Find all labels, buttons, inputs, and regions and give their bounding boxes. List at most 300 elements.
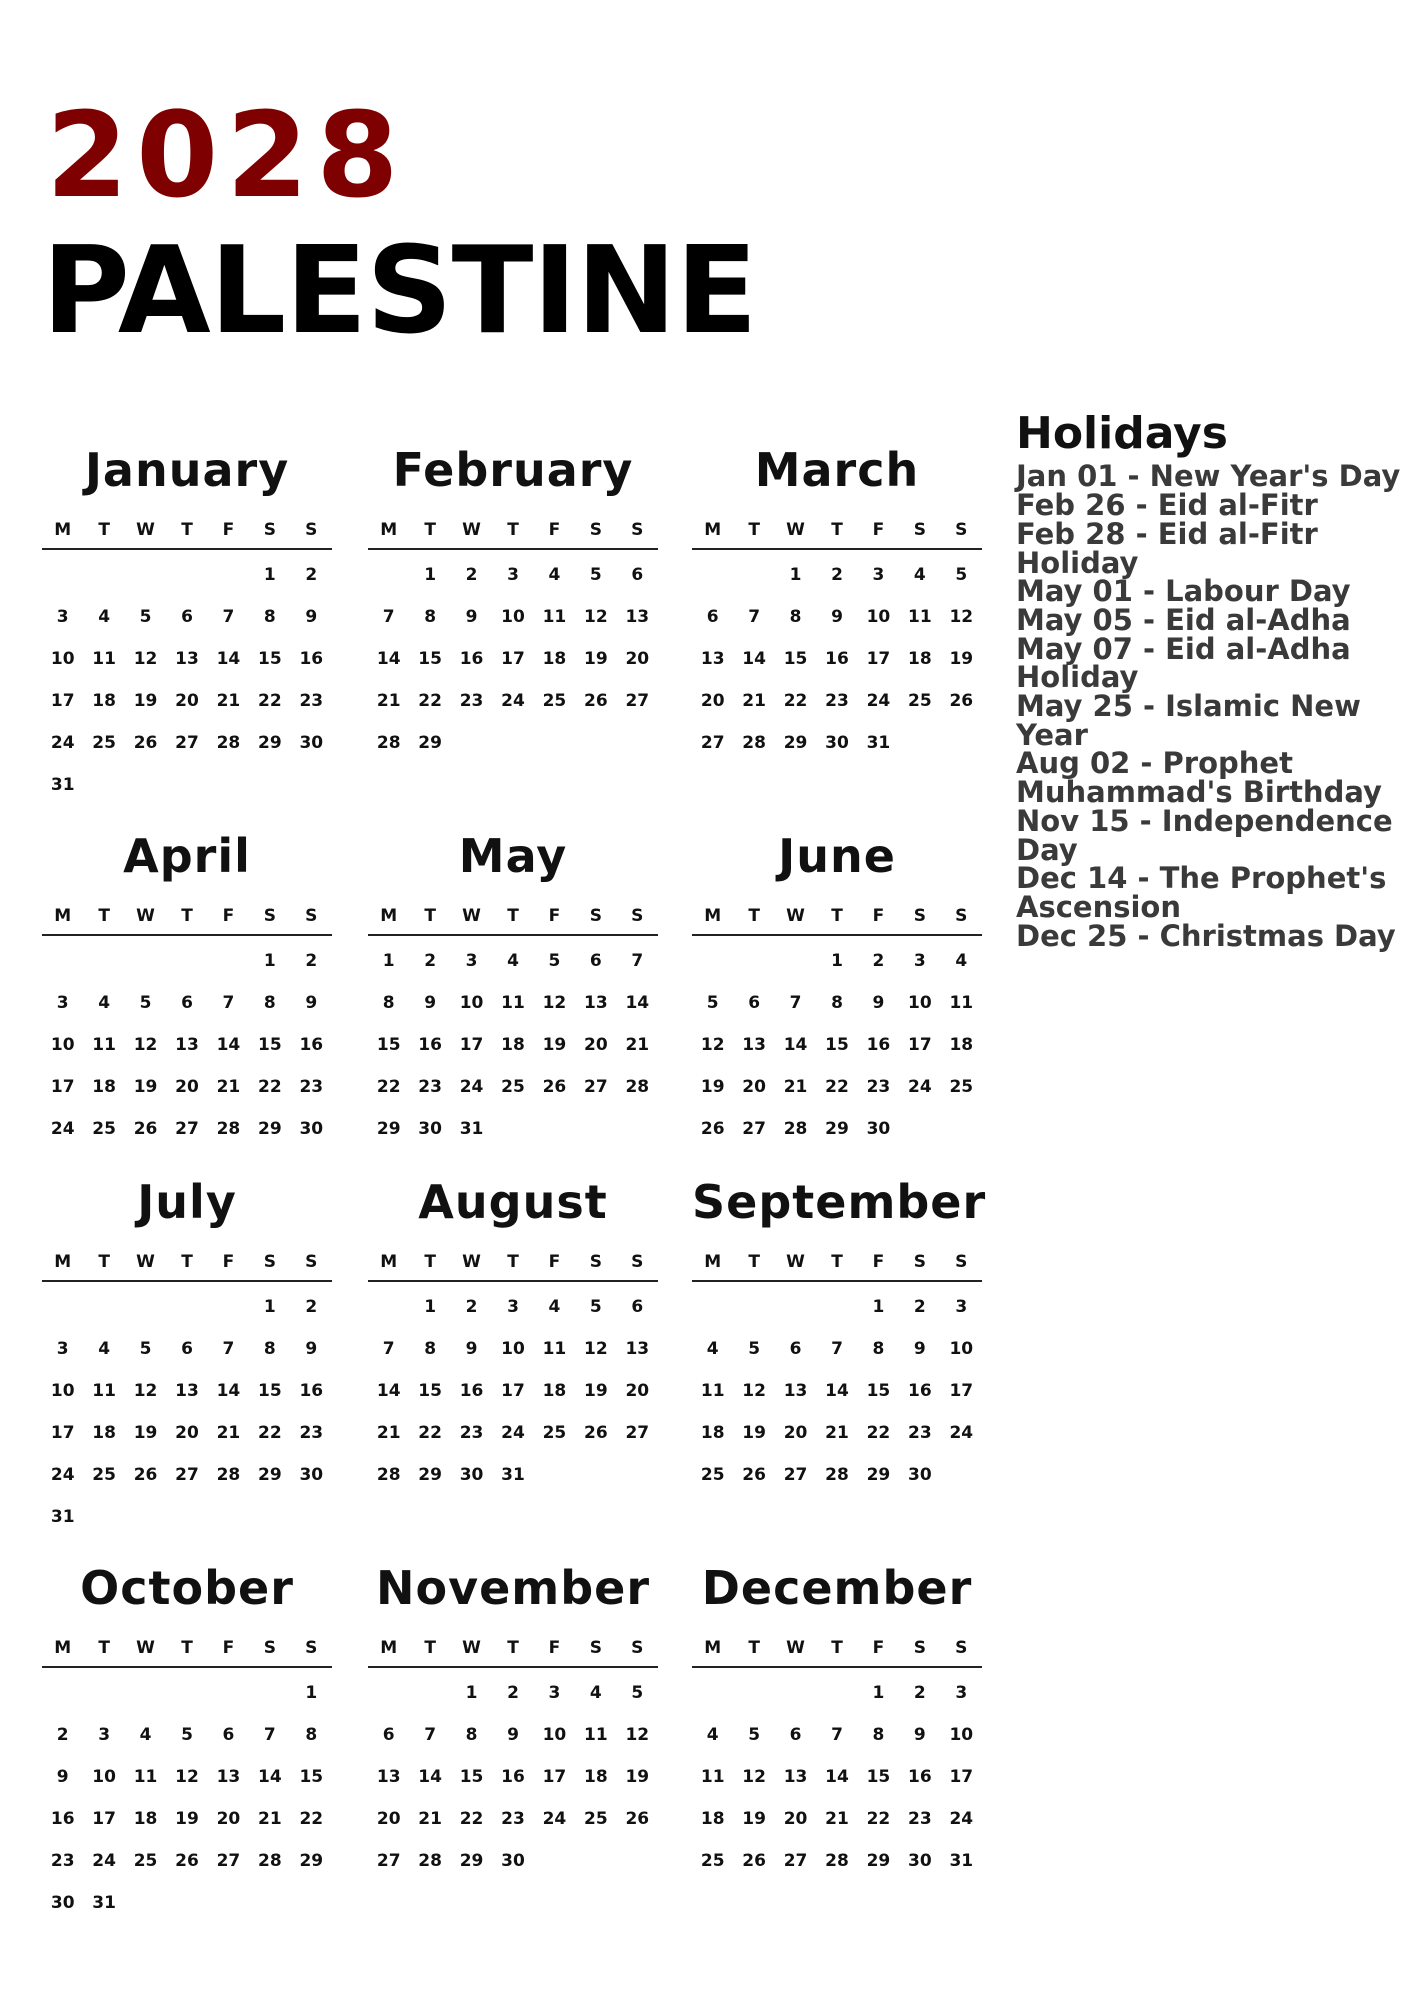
day-cell: 27 bbox=[625, 691, 650, 711]
day-cell: 24 bbox=[50, 733, 75, 753]
day-cell: 30 bbox=[908, 1851, 932, 1871]
day-cell: 6 bbox=[222, 1725, 235, 1745]
day-cell: 6 bbox=[631, 565, 644, 585]
days-grid bbox=[42, 1286, 332, 1538]
weekday-header: W bbox=[462, 1252, 481, 1272]
day-cell: 17 bbox=[501, 1381, 525, 1401]
day-cell: 16 bbox=[50, 1809, 75, 1829]
day-cell: 4 bbox=[548, 565, 561, 585]
day-cell: 21 bbox=[418, 1809, 442, 1829]
day-cell: 15 bbox=[258, 649, 282, 669]
holiday-item: Dec 25 - Christmas Day bbox=[1016, 918, 1396, 953]
weekday-header: S bbox=[305, 1252, 318, 1272]
month-name: July bbox=[137, 1175, 237, 1229]
empty-cell bbox=[42, 940, 83, 982]
day-cell: 6 bbox=[706, 607, 719, 627]
day-cell: 14 bbox=[742, 649, 766, 669]
day-cell: 7 bbox=[748, 607, 761, 627]
day-cell: 3 bbox=[507, 565, 519, 585]
day-cell: 23 bbox=[501, 1809, 525, 1829]
day-cell: 6 bbox=[181, 607, 193, 627]
day-cell: 2 bbox=[424, 951, 437, 971]
weekday-header-row bbox=[692, 1252, 982, 1282]
day-cell: 18 bbox=[133, 1809, 158, 1829]
day-cell: 23 bbox=[459, 1423, 484, 1443]
weekday-header: M bbox=[54, 1252, 72, 1272]
day-cell: 11 bbox=[92, 1381, 116, 1401]
day-cell: 30 bbox=[299, 1465, 324, 1485]
day-cell: 17 bbox=[50, 691, 75, 711]
day-cell: 9 bbox=[56, 1767, 69, 1787]
day-cell: 20 bbox=[216, 1809, 241, 1829]
day-cell: 14 bbox=[376, 1381, 401, 1401]
month-august bbox=[368, 1172, 658, 1496]
day-cell: 10 bbox=[949, 1725, 974, 1745]
weekday-header: W bbox=[462, 520, 481, 540]
holiday-item: May 25 - Islamic New Year bbox=[1016, 689, 1361, 752]
day-cell: 25 bbox=[542, 691, 567, 711]
weekday-header: T bbox=[748, 906, 760, 926]
day-cell: 29 bbox=[783, 733, 808, 753]
day-cell: 9 bbox=[913, 1725, 926, 1745]
day-cell: 20 bbox=[783, 1809, 808, 1829]
day-cell: 17 bbox=[908, 1035, 932, 1055]
day-cell: 15 bbox=[376, 1035, 401, 1055]
day-cell: 22 bbox=[418, 1423, 442, 1443]
day-cell: 8 bbox=[872, 1725, 885, 1745]
day-cell: 24 bbox=[501, 691, 525, 711]
day-cell: 21 bbox=[258, 1809, 282, 1829]
days-grid bbox=[692, 940, 982, 1150]
day-cell: 29 bbox=[459, 1851, 484, 1871]
day-cell: 2 bbox=[305, 565, 318, 585]
day-cell: 29 bbox=[258, 1465, 282, 1485]
day-cell: 24 bbox=[92, 1851, 116, 1871]
day-cell: 28 bbox=[376, 1465, 401, 1485]
day-cell: 20 bbox=[175, 1077, 199, 1097]
day-cell: 4 bbox=[913, 565, 926, 585]
day-cell: 1 bbox=[424, 1297, 437, 1317]
day-cell: 13 bbox=[742, 1035, 766, 1055]
day-cell: 12 bbox=[175, 1767, 199, 1787]
day-cell: 24 bbox=[949, 1423, 974, 1443]
month-february bbox=[368, 440, 658, 764]
day-cell: 27 bbox=[742, 1119, 766, 1139]
weekday-header: S bbox=[305, 520, 318, 540]
weekday-header: T bbox=[507, 906, 519, 926]
day-cell: 20 bbox=[742, 1077, 766, 1097]
day-cell: 10 bbox=[501, 1339, 525, 1359]
day-cell: 13 bbox=[175, 1035, 199, 1055]
day-cell: 12 bbox=[700, 1035, 725, 1055]
weekday-header: W bbox=[462, 1638, 481, 1658]
day-cell: 11 bbox=[542, 607, 567, 627]
day-cell: 14 bbox=[825, 1767, 849, 1787]
day-cell: 26 bbox=[742, 1851, 766, 1871]
month-name: October bbox=[80, 1561, 294, 1615]
day-cell: 14 bbox=[825, 1381, 849, 1401]
holiday-list bbox=[1016, 459, 1406, 953]
weekday-header: S bbox=[263, 1638, 276, 1658]
day-cell: 7 bbox=[382, 607, 395, 627]
day-cell: 1 bbox=[424, 565, 437, 585]
weekday-header: M bbox=[380, 520, 398, 540]
day-cell: 25 bbox=[92, 1465, 116, 1485]
empty-cell bbox=[816, 1672, 857, 1714]
day-cell: 2 bbox=[872, 951, 885, 971]
day-cell: 18 bbox=[542, 649, 567, 669]
day-cell: 29 bbox=[418, 733, 442, 753]
day-cell: 16 bbox=[866, 1035, 891, 1055]
day-cell: 19 bbox=[133, 1077, 158, 1097]
weekday-header: S bbox=[955, 520, 968, 540]
day-cell: 3 bbox=[955, 1683, 968, 1703]
day-cell: 1 bbox=[263, 951, 276, 971]
weekday-header-row bbox=[368, 1252, 658, 1282]
day-cell: 2 bbox=[305, 951, 318, 971]
day-cell: 31 bbox=[50, 775, 75, 795]
days-grid bbox=[692, 554, 982, 764]
weekday-header: W bbox=[136, 520, 155, 540]
empty-cell bbox=[208, 554, 249, 596]
day-cell: 26 bbox=[133, 1465, 158, 1485]
weekday-header: F bbox=[872, 520, 885, 540]
day-cell: 27 bbox=[700, 733, 725, 753]
day-cell: 11 bbox=[92, 1035, 116, 1055]
day-cell: 10 bbox=[866, 607, 891, 627]
day-cell: 17 bbox=[92, 1809, 116, 1829]
day-cell: 6 bbox=[748, 993, 761, 1013]
day-cell: 9 bbox=[305, 1339, 318, 1359]
day-cell: 20 bbox=[625, 1381, 650, 1401]
day-cell: 27 bbox=[783, 1465, 808, 1485]
day-cell: 25 bbox=[700, 1851, 725, 1871]
day-cell: 10 bbox=[949, 1339, 974, 1359]
day-cell: 5 bbox=[139, 993, 152, 1013]
day-cell: 13 bbox=[216, 1767, 241, 1787]
day-cell: 26 bbox=[700, 1119, 725, 1139]
day-cell: 18 bbox=[949, 1035, 974, 1055]
day-cell: 6 bbox=[181, 1339, 193, 1359]
empty-cell bbox=[83, 1672, 124, 1714]
day-cell: 13 bbox=[376, 1767, 401, 1787]
day-cell: 8 bbox=[305, 1725, 318, 1745]
weekday-header: W bbox=[462, 906, 481, 926]
day-cell: 8 bbox=[263, 993, 276, 1013]
day-cell: 24 bbox=[542, 1809, 567, 1829]
day-cell: 17 bbox=[949, 1767, 974, 1787]
day-cell: 25 bbox=[584, 1809, 608, 1829]
weekday-header: W bbox=[136, 1638, 155, 1658]
day-cell: 25 bbox=[92, 733, 116, 753]
days-grid bbox=[42, 1672, 332, 1924]
day-cell: 16 bbox=[299, 649, 324, 669]
weekday-header: F bbox=[548, 906, 561, 926]
empty-cell bbox=[166, 940, 207, 982]
day-cell: 20 bbox=[584, 1035, 608, 1055]
weekday-header: W bbox=[136, 1252, 155, 1272]
day-cell: 9 bbox=[465, 607, 478, 627]
empty-cell bbox=[692, 1672, 733, 1714]
day-cell: 2 bbox=[56, 1725, 69, 1745]
day-cell: 22 bbox=[783, 691, 808, 711]
day-cell: 8 bbox=[424, 607, 437, 627]
day-cell: 21 bbox=[216, 1423, 241, 1443]
day-cell: 16 bbox=[299, 1035, 324, 1055]
day-cell: 2 bbox=[465, 1297, 478, 1317]
day-cell: 19 bbox=[584, 649, 608, 669]
day-cell: 30 bbox=[825, 733, 849, 753]
day-cell: 3 bbox=[548, 1683, 561, 1703]
day-cell: 24 bbox=[459, 1077, 484, 1097]
day-cell: 28 bbox=[216, 1465, 241, 1485]
day-cell: 5 bbox=[589, 565, 602, 585]
day-cell: 2 bbox=[465, 565, 478, 585]
weekday-header: W bbox=[136, 906, 155, 926]
day-cell: 11 bbox=[584, 1725, 608, 1745]
day-cell: 7 bbox=[424, 1725, 437, 1745]
empty-cell bbox=[125, 940, 166, 982]
empty-cell bbox=[249, 1672, 290, 1714]
weekday-header: S bbox=[913, 1252, 926, 1272]
day-cell: 27 bbox=[175, 733, 199, 753]
weekday-header: F bbox=[222, 1252, 235, 1272]
day-cell: 9 bbox=[872, 993, 885, 1013]
day-cell: 15 bbox=[418, 1381, 442, 1401]
day-cell: 9 bbox=[913, 1339, 926, 1359]
day-cell: 8 bbox=[424, 1339, 437, 1359]
day-cell: 16 bbox=[825, 649, 849, 669]
day-cell: 17 bbox=[501, 649, 525, 669]
day-cell: 2 bbox=[913, 1683, 926, 1703]
day-cell: 29 bbox=[258, 733, 282, 753]
day-cell: 3 bbox=[56, 607, 69, 627]
weekday-header: S bbox=[631, 520, 644, 540]
day-cell: 26 bbox=[584, 1423, 608, 1443]
day-cell: 15 bbox=[459, 1767, 484, 1787]
day-cell: 20 bbox=[175, 691, 199, 711]
day-cell: 26 bbox=[133, 1119, 158, 1139]
day-cell: 18 bbox=[92, 691, 116, 711]
day-cell: 10 bbox=[542, 1725, 567, 1745]
weekday-header: T bbox=[424, 1252, 436, 1272]
day-cell: 21 bbox=[376, 691, 401, 711]
weekday-header: F bbox=[548, 1252, 561, 1272]
day-cell: 27 bbox=[175, 1119, 199, 1139]
day-cell: 22 bbox=[299, 1809, 324, 1829]
day-cell: 12 bbox=[542, 993, 567, 1013]
empty-cell bbox=[692, 1286, 733, 1328]
day-cell: 20 bbox=[700, 691, 725, 711]
day-cell: 12 bbox=[949, 607, 974, 627]
day-cell: 6 bbox=[631, 1297, 644, 1317]
day-cell: 26 bbox=[625, 1809, 650, 1829]
day-cell: 18 bbox=[501, 1035, 525, 1055]
day-cell: 3 bbox=[56, 993, 69, 1013]
empty-cell bbox=[733, 940, 774, 982]
day-cell: 31 bbox=[501, 1465, 525, 1485]
day-cell: 19 bbox=[625, 1767, 650, 1787]
day-cell: 27 bbox=[783, 1851, 808, 1871]
day-cell: 15 bbox=[258, 1035, 282, 1055]
holiday-item: May 05 - Eid al-Adha bbox=[1016, 602, 1351, 637]
day-cell: 6 bbox=[382, 1725, 395, 1745]
year-title: 2028 bbox=[46, 86, 407, 224]
day-cell: 27 bbox=[216, 1851, 241, 1871]
day-cell: 7 bbox=[789, 993, 802, 1013]
day-cell: 30 bbox=[299, 733, 324, 753]
weekday-header: T bbox=[831, 1252, 843, 1272]
day-cell: 30 bbox=[459, 1465, 484, 1485]
day-cell: 20 bbox=[625, 649, 650, 669]
weekday-header: M bbox=[704, 1252, 722, 1272]
day-cell: 1 bbox=[831, 951, 843, 971]
weekday-header-row bbox=[42, 906, 332, 936]
weekday-header: W bbox=[786, 1638, 805, 1658]
day-cell: 2 bbox=[913, 1297, 926, 1317]
day-cell: 19 bbox=[584, 1381, 608, 1401]
day-cell: 14 bbox=[216, 1035, 241, 1055]
day-cell: 13 bbox=[625, 1339, 650, 1359]
day-cell: 25 bbox=[92, 1119, 116, 1139]
weekday-header-row bbox=[42, 1638, 332, 1668]
day-cell: 26 bbox=[742, 1465, 766, 1485]
month-name: September bbox=[692, 1175, 987, 1229]
day-cell: 11 bbox=[133, 1767, 158, 1787]
weekday-header: T bbox=[98, 1638, 110, 1658]
weekday-header: S bbox=[263, 906, 276, 926]
empty-cell bbox=[125, 554, 166, 596]
weekday-header: S bbox=[589, 1252, 602, 1272]
day-cell: 10 bbox=[459, 993, 484, 1013]
holidays-panel bbox=[1016, 408, 1406, 953]
day-cell: 8 bbox=[465, 1725, 478, 1745]
weekday-header: S bbox=[305, 1638, 318, 1658]
days-grid bbox=[368, 1672, 658, 1882]
day-cell: 29 bbox=[258, 1119, 282, 1139]
empty-cell bbox=[692, 554, 733, 596]
day-cell: 10 bbox=[50, 649, 75, 669]
days-grid bbox=[42, 554, 332, 806]
weekday-header: T bbox=[831, 906, 843, 926]
day-cell: 26 bbox=[949, 691, 974, 711]
month-name: February bbox=[392, 443, 634, 497]
day-cell: 19 bbox=[742, 1423, 766, 1443]
weekday-header: M bbox=[54, 906, 72, 926]
day-cell: 19 bbox=[542, 1035, 567, 1055]
days-grid bbox=[368, 554, 658, 764]
day-cell: 24 bbox=[501, 1423, 525, 1443]
day-cell: 22 bbox=[258, 691, 282, 711]
weekday-header: T bbox=[748, 1252, 760, 1272]
empty-cell bbox=[775, 1286, 816, 1328]
day-cell: 3 bbox=[955, 1297, 968, 1317]
day-cell: 17 bbox=[50, 1423, 75, 1443]
day-cell: 5 bbox=[548, 951, 561, 971]
day-cell: 18 bbox=[92, 1077, 116, 1097]
day-cell: 12 bbox=[133, 649, 158, 669]
day-cell: 4 bbox=[955, 951, 968, 971]
day-cell: 7 bbox=[222, 993, 235, 1013]
day-cell: 5 bbox=[139, 607, 152, 627]
day-cell: 15 bbox=[418, 649, 442, 669]
weekday-header-row bbox=[368, 520, 658, 550]
day-cell: 11 bbox=[949, 993, 974, 1013]
month-january bbox=[42, 440, 332, 806]
day-cell: 1 bbox=[263, 565, 276, 585]
day-cell: 28 bbox=[783, 1119, 808, 1139]
weekday-header: S bbox=[913, 520, 926, 540]
weekday-header: T bbox=[831, 520, 843, 540]
empty-cell bbox=[775, 1672, 816, 1714]
day-cell: 15 bbox=[258, 1381, 282, 1401]
weekday-header: S bbox=[631, 906, 644, 926]
day-cell: 21 bbox=[216, 1077, 241, 1097]
day-cell: 11 bbox=[92, 649, 116, 669]
day-cell: 24 bbox=[50, 1465, 75, 1485]
weekday-header: F bbox=[222, 520, 235, 540]
weekday-header: T bbox=[507, 1252, 519, 1272]
day-cell: 28 bbox=[376, 733, 401, 753]
days-grid bbox=[692, 1672, 982, 1882]
month-name: August bbox=[418, 1175, 608, 1229]
day-cell: 10 bbox=[501, 607, 525, 627]
day-cell: 27 bbox=[175, 1465, 199, 1485]
day-cell: 10 bbox=[50, 1381, 75, 1401]
empty-cell bbox=[125, 1672, 166, 1714]
day-cell: 13 bbox=[700, 649, 725, 669]
day-cell: 23 bbox=[908, 1809, 932, 1829]
day-cell: 31 bbox=[866, 733, 891, 753]
day-cell: 9 bbox=[305, 607, 318, 627]
empty-cell bbox=[208, 1286, 249, 1328]
weekday-header-row bbox=[368, 1638, 658, 1668]
day-cell: 21 bbox=[216, 691, 241, 711]
month-september bbox=[692, 1172, 987, 1496]
day-cell: 30 bbox=[908, 1465, 932, 1485]
day-cell: 28 bbox=[216, 733, 241, 753]
day-cell: 14 bbox=[783, 1035, 808, 1055]
day-cell: 18 bbox=[92, 1423, 116, 1443]
day-cell: 4 bbox=[507, 951, 519, 971]
day-cell: 7 bbox=[222, 1339, 235, 1359]
day-cell: 19 bbox=[949, 649, 974, 669]
empty-cell bbox=[166, 1672, 207, 1714]
day-cell: 15 bbox=[825, 1035, 849, 1055]
day-cell: 18 bbox=[584, 1767, 608, 1787]
empty-cell bbox=[733, 1286, 774, 1328]
month-name: April bbox=[123, 829, 251, 883]
day-cell: 21 bbox=[825, 1423, 849, 1443]
day-cell: 18 bbox=[542, 1381, 567, 1401]
day-cell: 5 bbox=[589, 1297, 602, 1317]
empty-cell bbox=[208, 940, 249, 982]
day-cell: 1 bbox=[872, 1683, 885, 1703]
weekday-header: S bbox=[955, 1252, 968, 1272]
day-cell: 30 bbox=[418, 1119, 442, 1139]
weekday-header-row bbox=[42, 520, 332, 550]
weekday-header: F bbox=[222, 1638, 235, 1658]
day-cell: 16 bbox=[501, 1767, 525, 1787]
weekday-header: S bbox=[263, 1252, 276, 1272]
day-cell: 15 bbox=[866, 1381, 891, 1401]
empty-cell bbox=[83, 554, 124, 596]
day-cell: 26 bbox=[133, 733, 158, 753]
day-cell: 1 bbox=[263, 1297, 276, 1317]
weekday-header: T bbox=[181, 1638, 193, 1658]
day-cell: 29 bbox=[376, 1119, 401, 1139]
day-cell: 23 bbox=[825, 691, 849, 711]
